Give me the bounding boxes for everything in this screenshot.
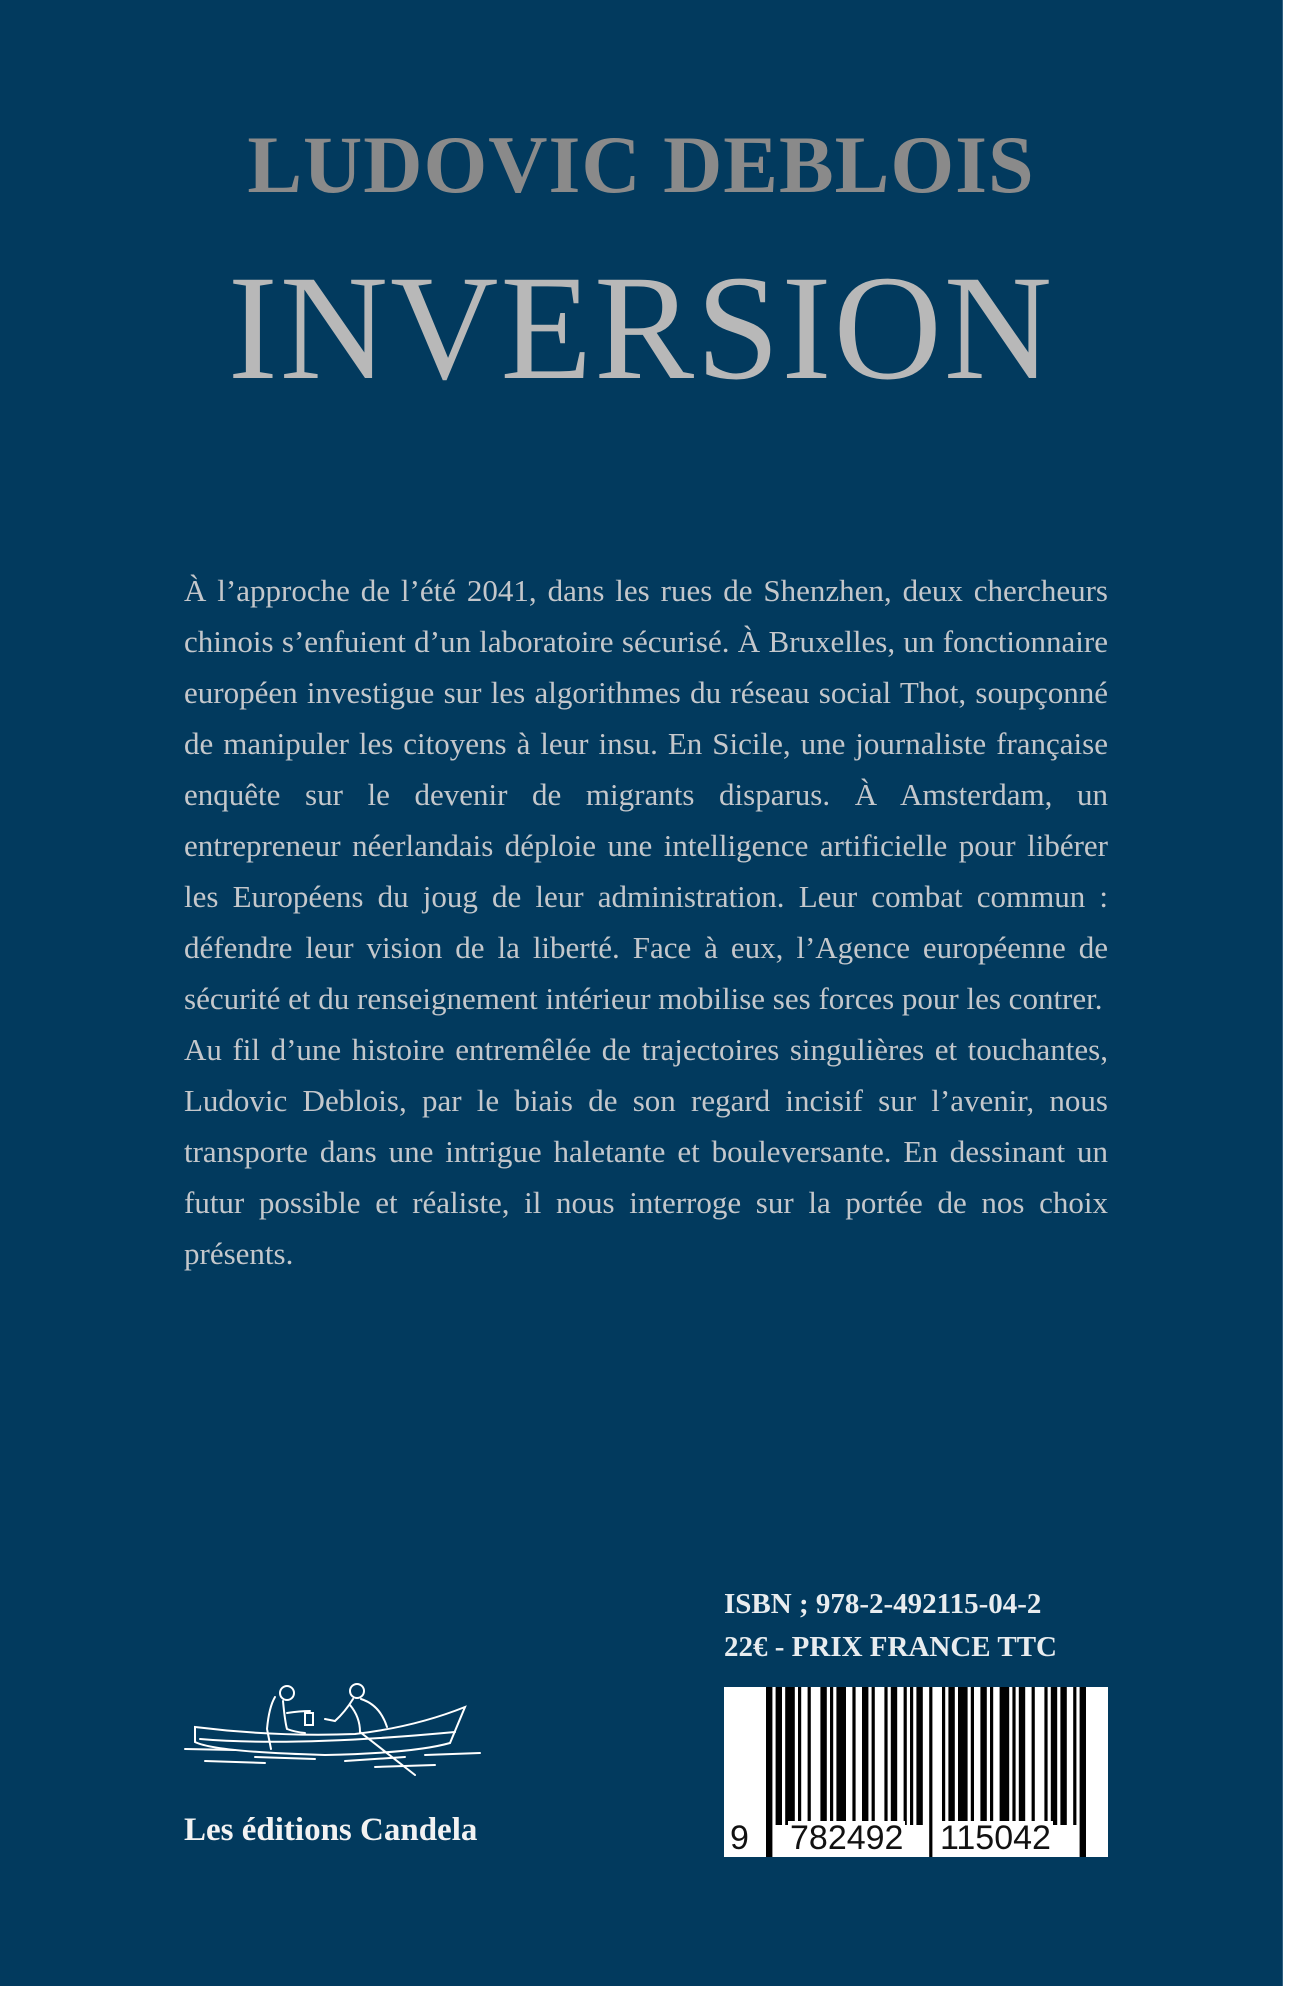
barcode-bar: [971, 1687, 974, 1825]
publisher-name: Les éditions Candela: [184, 1812, 478, 1848]
barcode-bar: [808, 1687, 811, 1825]
barcode-bar: [830, 1687, 833, 1825]
barcode-bar: [884, 1687, 887, 1825]
barcode-digit: 9: [730, 1819, 749, 1857]
blurb: [184, 565, 1108, 1279]
barcode-bar: [766, 1687, 772, 1857]
author-name: LUDOVIC DEBLOIS: [247, 119, 1035, 210]
isbn-block: [724, 1583, 1057, 1669]
barcode-bar: [776, 1687, 782, 1825]
blurb-paragraph: À l’approche de l’été 2041, dans les rues de Shenzhen, deux chercheurs chinois s’enfuient d’un laboratoire sécurisé. À Bruxelles, un fonctionnaire européen investigue sur les algorithmes du réseau social Thot, soupçonné de manipuler les citoyens à leur insu. En Sicile, une journaliste française enquête sur le devenir de migrants disparus. À Amsterdam, un entrepreneur néerlandais déploie une intelligence artificielle pour libérer les Européens du joug de leur administration. Leur combat commun : défendre leur vision de la liberté. Face à eux, l’Agence européenne de sécurité et du renseignement intérieur mobilise ses forces pour les contrer.: [184, 573, 1108, 1016]
barcode-bar: [980, 1687, 986, 1825]
barcode-bar: [798, 1687, 801, 1825]
barcode-bar: [891, 1687, 897, 1825]
barcode-bar: [836, 1687, 846, 1825]
barcode-bar: [916, 1687, 922, 1825]
barcode-bar: [862, 1687, 868, 1825]
barcode-bar: [852, 1687, 855, 1825]
barcode-bar: [958, 1687, 968, 1825]
barcode-bar: [1032, 1687, 1035, 1825]
barcode-bar: [1012, 1687, 1015, 1825]
barcode-bar: [1060, 1687, 1066, 1825]
isbn: ISBN ; 978-2-492115-04-2: [724, 1588, 1042, 1620]
barcode-bar: [910, 1687, 913, 1825]
barcode: [724, 1687, 1108, 1857]
barcode-bar: [929, 1687, 932, 1857]
barcode-bar: [904, 1687, 907, 1825]
barcode-bar: [1044, 1687, 1047, 1825]
barcode-bar: [872, 1687, 875, 1825]
barcode-digit: 782492: [790, 1819, 904, 1857]
barcode-bar: [1080, 1687, 1086, 1857]
rowboat-icon: [175, 1677, 495, 1782]
barcode-bar: [1000, 1687, 1010, 1825]
barcode-bar: [948, 1687, 954, 1825]
blurb-paragraph: Au fil d’une histoire entremêlée de trajectoires singulières et touchantes, Ludovic Deblois, par le biais de son regard incisif sur l’avenir, nous transporte dans une intrigue haletante et bouleversante. En dessinant un futur possible et réaliste, il nous interroge sur la portée de nos choix présents.: [184, 1032, 1108, 1271]
barcode-bar: [990, 1687, 993, 1825]
barcode-digit: 115042: [940, 1819, 1051, 1857]
barcode-bar: [820, 1687, 826, 1825]
barcode-bar: [942, 1687, 945, 1825]
price: 22€ - PRIX FRANCE TTC: [724, 1631, 1057, 1663]
barcode-bar: [1051, 1687, 1057, 1825]
barcode-bar: [785, 1687, 795, 1825]
barcode-bar: [1073, 1687, 1076, 1825]
barcode-bar: [1019, 1687, 1025, 1825]
book-title: INVERSION: [227, 245, 1055, 411]
